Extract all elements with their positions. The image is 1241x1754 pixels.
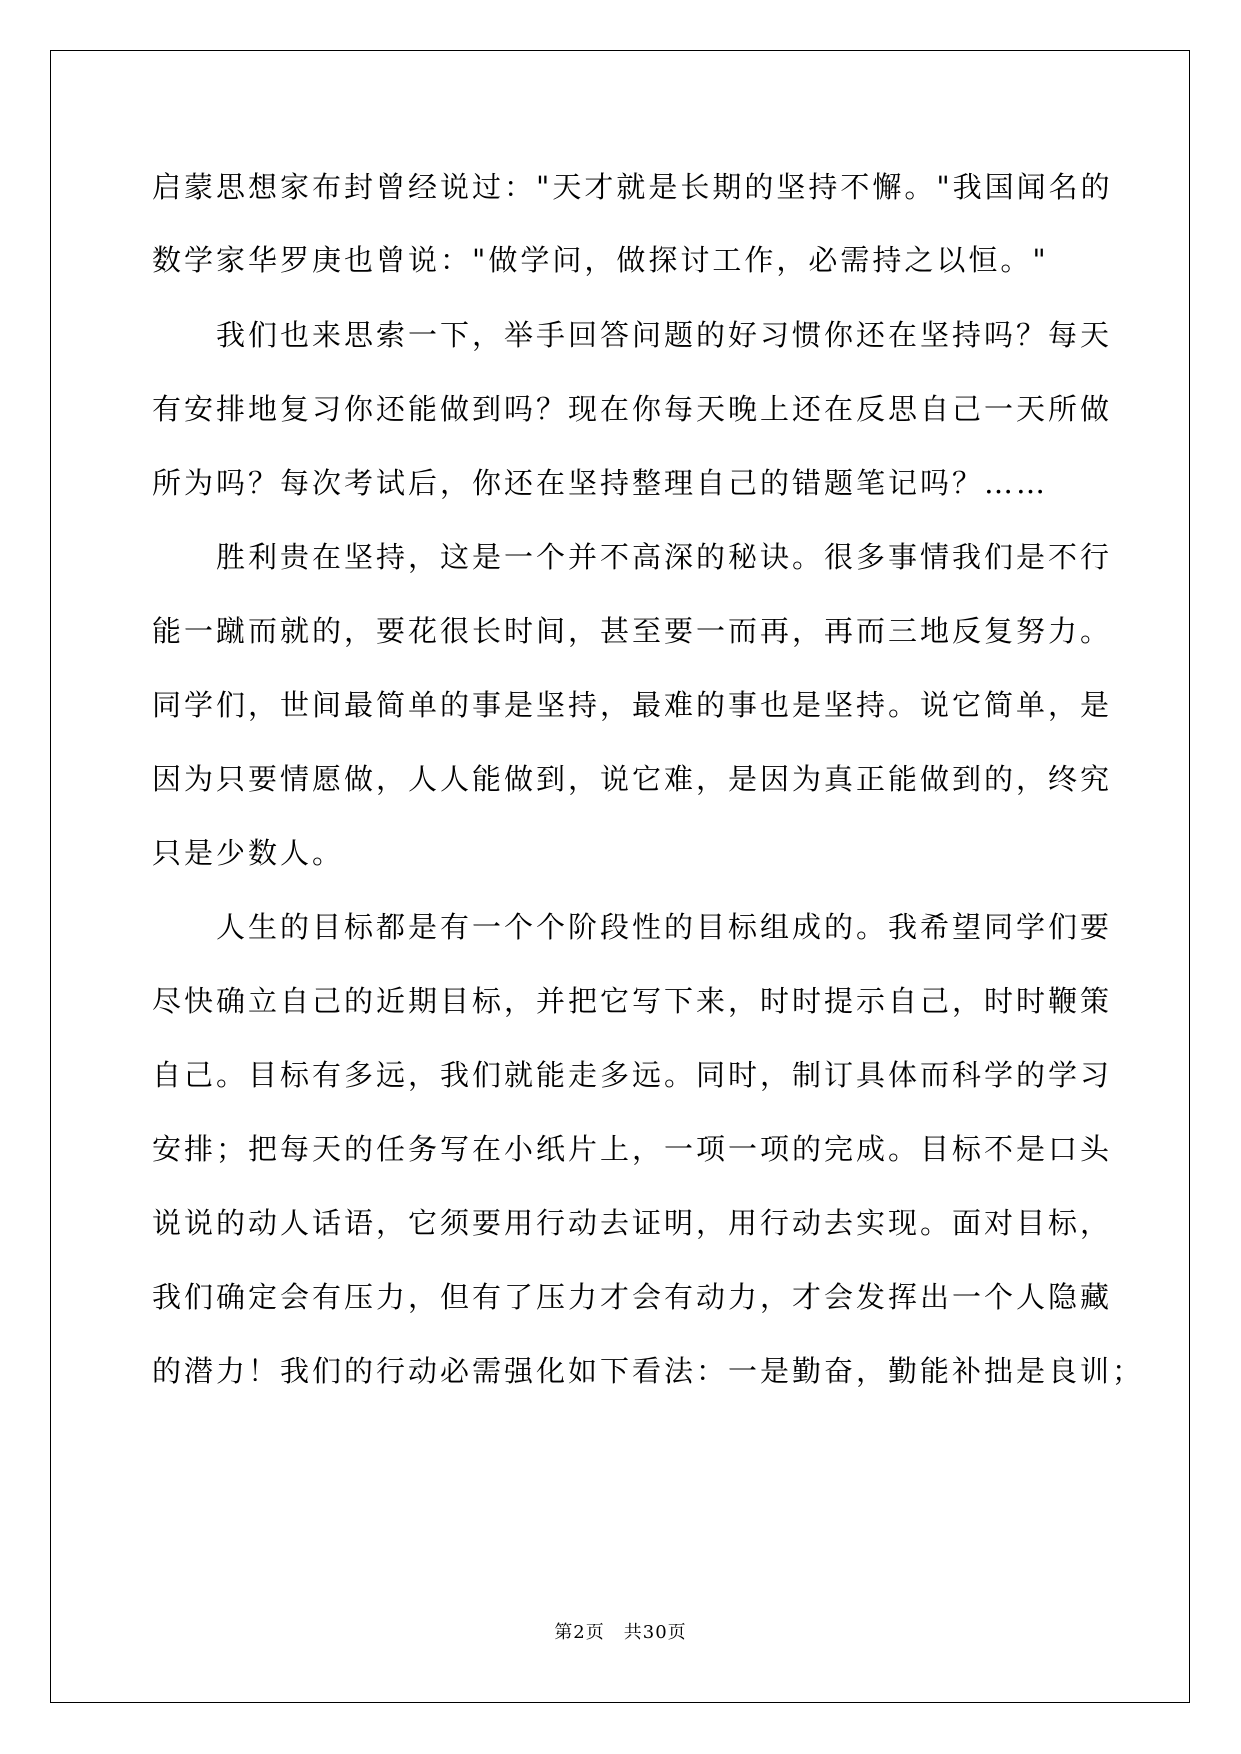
text-line: 的潜力！我们的行动必需强化如下看法：一是勤奋，勤能补拙是良训； — [152, 1354, 1145, 1388]
text-line: 所为吗？每次考试后，你还在坚持整理自己的错题笔记吗？…… — [152, 466, 1049, 500]
text-line: 数学家华罗庚也曾说："做学问，做探讨工作，必需持之以恒。" — [152, 243, 1049, 277]
text-line: 说说的动人话语，它须要用行动去证明，用行动去实现。面对目标， — [152, 1206, 1113, 1240]
text-line: 自己。目标有多远，我们就能走多远。同时，制订具体而科学的学习 — [152, 1058, 1113, 1092]
text-line: 启蒙思想家布封曾经说过："天才就是长期的坚持不懈。"我国闻名的 — [152, 170, 1113, 204]
text-line: 我们也来思索一下，举手回答问题的好习惯你还在坚持吗？每天 — [216, 318, 1113, 352]
text-line: 胜利贵在坚持，这是一个并不高深的秘诀。很多事情我们是不行 — [216, 540, 1113, 574]
text-line: 人生的目标都是有一个个阶段性的目标组成的。我希望同学们要 — [216, 910, 1113, 944]
text-line: 只是少数人。 — [152, 836, 345, 870]
text-line: 尽快确立自己的近期目标，并把它写下来，时时提示自己，时时鞭策 — [152, 984, 1113, 1018]
text-line: 能一蹴而就的，要花很长时间，甚至要一而再，再而三地反复努力。 — [152, 614, 1113, 648]
text-line: 我们确定会有压力，但有了压力才会有动力，才会发挥出一个人隐藏 — [152, 1280, 1113, 1314]
page-footer: 第2页 共30页 — [554, 1622, 687, 1643]
text-line: 有安排地复习你还能做到吗？现在你每天晚上还在反思自己一天所做 — [152, 392, 1113, 426]
text-line: 因为只要情愿做，人人能做到，说它难，是因为真正能做到的，终究 — [152, 762, 1113, 796]
text-line: 同学们，世间最简单的事是坚持，最难的事也是坚持。说它简单，是 — [152, 688, 1113, 722]
page-border — [50, 50, 1190, 1703]
text-line: 安排；把每天的任务写在小纸片上，一项一项的完成。目标不是口头 — [152, 1132, 1113, 1166]
